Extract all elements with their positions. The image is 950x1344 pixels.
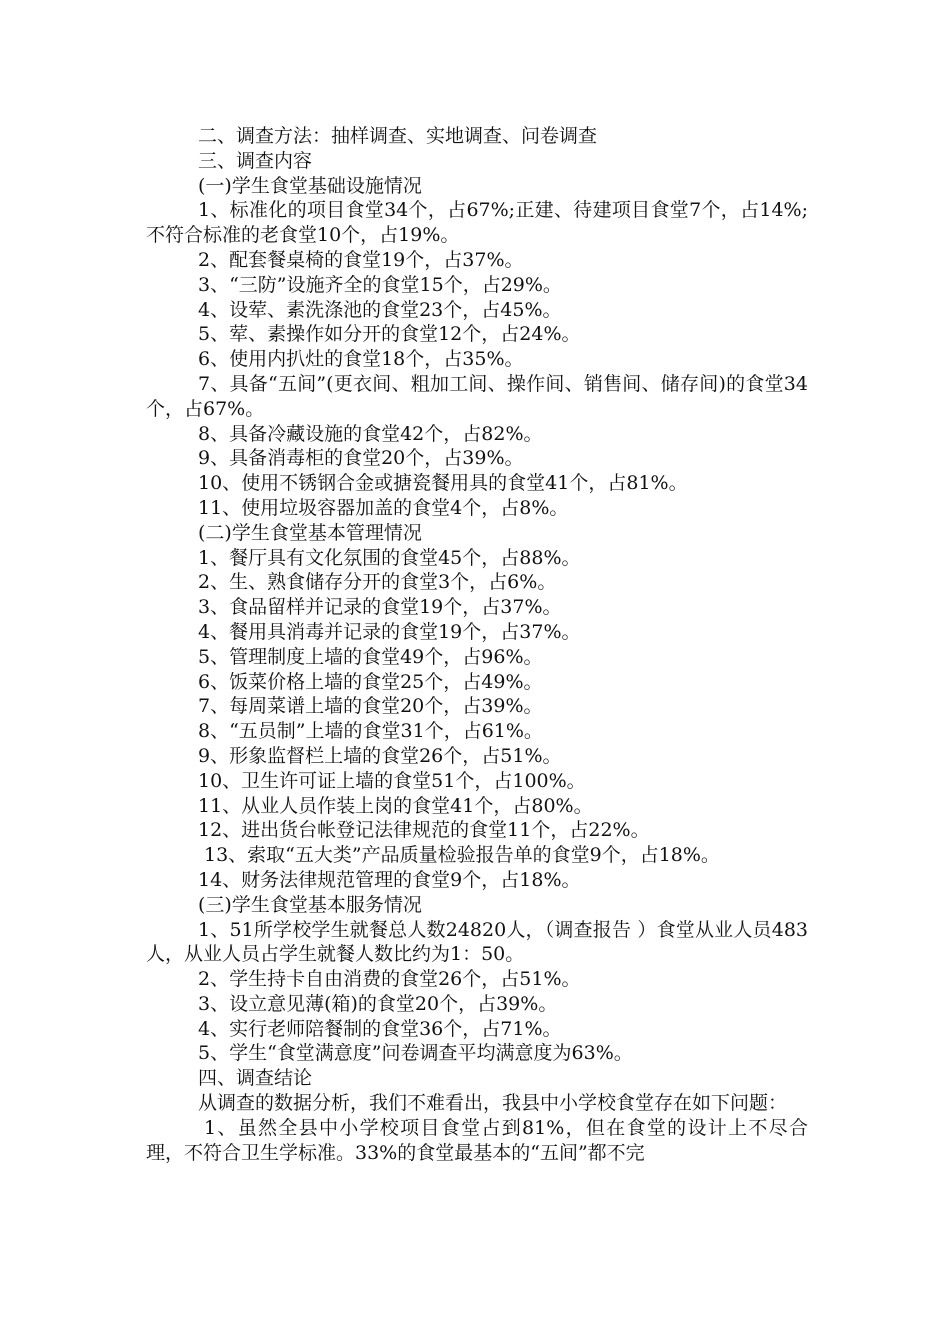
- facilities-item-10: 10、使用不锈钢合金或搪瓷餐用具的食堂41个，占81%。: [198, 472, 688, 495]
- management-item-13: 13、索取“五大类”产品质量检验报告单的食堂9个，占18%。: [204, 844, 720, 867]
- subsection-heading-management: (二)学生食堂基本管理情况: [198, 521, 422, 544]
- document-body: [146, 124, 808, 1165]
- service-item-3: 3、设立意见薄(箱)的食堂20个，占39%。: [198, 992, 558, 1015]
- management-item-7: 7、每周菜谱上墙的食堂20个，占39%。: [198, 695, 543, 718]
- conclusion-item-1: 1、虽然全县中小学校项目食堂占到81%，但在食堂的设计上不尽合理，不符合卫生学标准。33%的食堂最基本的“五间”都不完: [146, 1116, 808, 1164]
- section-heading-content: 三、调查内容: [198, 149, 313, 172]
- service-item-2: 2、学生持卡自由消费的食堂26个，占51%。: [198, 968, 581, 991]
- management-item-5: 5、管理制度上墙的食堂49个，占96%。: [198, 645, 543, 668]
- section-heading-conclusion: 四、调查结论: [198, 1067, 313, 1090]
- service-item-4: 4、实行老师陪餐制的食堂36个，占71%。: [198, 1017, 562, 1040]
- facilities-item-8: 8、具备冷藏设施的食堂42个，占82%。: [198, 422, 543, 445]
- management-item-12: 12、进出货台帐登记法律规范的食堂11个，占22%。: [198, 819, 650, 842]
- facilities-item-3: 3、“三防”设施齐全的食堂15个，占29%。: [198, 273, 562, 296]
- facilities-item-11: 11、使用垃圾容器加盖的食堂4个，占8%。: [198, 496, 569, 519]
- management-item-14: 14、财务法律规范管理的食堂9个，占18%。: [198, 868, 581, 891]
- management-item-11: 11、从业人员作装上岗的食堂41个，占80%。: [198, 794, 593, 817]
- management-item-8: 8、“五员制”上墙的食堂31个，占61%。: [198, 720, 543, 743]
- management-item-2: 2、生、熟食储存分开的食堂3个，占6%。: [198, 571, 557, 594]
- facilities-item-7: 7、具备“五间”(更衣间、粗加工间、操作间、销售间、储存间)的食堂34个，占67%。: [146, 372, 808, 420]
- management-item-1: 1、餐厅具有文化氛围的食堂45个，占88%。: [198, 546, 581, 569]
- service-item-5: 5、学生“食堂满意度”问卷调查平均满意度为63%。: [198, 1042, 633, 1065]
- section-heading-methods: 二、调查方法：抽样调查、实地调查、问卷调查: [198, 125, 598, 147]
- subsection-heading-facilities: (一)学生食堂基础设施情况: [198, 174, 422, 197]
- management-item-9: 9、形象监督栏上墙的食堂26个，占51%。: [198, 744, 562, 767]
- subsection-heading-service: (三)学生食堂基本服务情况: [198, 893, 422, 916]
- facilities-item-6: 6、使用内扒灶的食堂18个，占35%。: [198, 348, 524, 371]
- management-item-4: 4、餐用具消毒并记录的食堂19个，占37%。: [198, 620, 581, 643]
- facilities-item-2: 2、配套餐桌椅的食堂19个，占37%。: [198, 248, 524, 271]
- management-item-10: 10、卫生许可证上墙的食堂51个，占100%。: [198, 769, 586, 792]
- facilities-item-5: 5、荤、素操作如分开的食堂12个，占24%。: [198, 323, 581, 346]
- management-item-6: 6、饭菜价格上墙的食堂25个，占49%。: [198, 670, 543, 693]
- conclusion-intro: 从调查的数据分析，我们不难看出，我县中小学校食堂存在如下问题：: [198, 1092, 788, 1115]
- service-item-1: 1、51所学校学生就餐总人数24820人，（调查报告 ）食堂从业人员483人，从业人员占学生就餐人数比约为1：50。: [146, 918, 808, 966]
- facilities-item-4: 4、设荤、素洗涤池的食堂23个，占45%。: [198, 298, 562, 321]
- facilities-item-9: 9、具备消毒柜的食堂20个，占39%。: [198, 447, 524, 470]
- management-item-3: 3、食品留样并记录的食堂19个，占37%。: [198, 596, 562, 619]
- facilities-item-1: 1、标准化的项目食堂34个，占67%;正建、待建项目食堂7个，占14%;不符合标准的老食堂10个，占19%。: [146, 199, 808, 247]
